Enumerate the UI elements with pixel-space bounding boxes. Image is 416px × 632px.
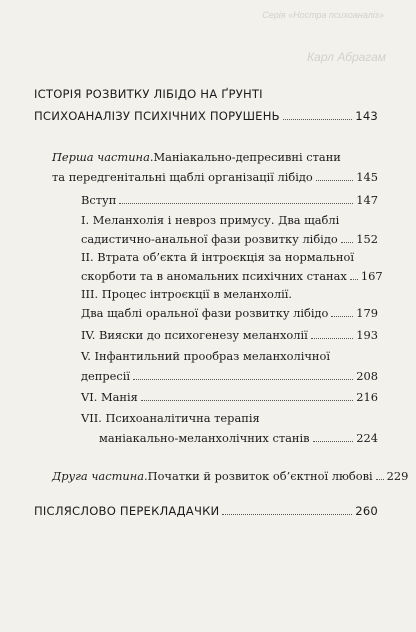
dot-leader xyxy=(222,513,352,515)
part-label: Перша частина. xyxy=(52,150,154,164)
dot-leader xyxy=(376,478,384,480)
toc-text: III. Процес інтроєкції в меланхолії. xyxy=(81,287,292,301)
toc-text: Початки й розвиток об’єктної любові xyxy=(147,469,373,483)
toc-page-number: 152 xyxy=(356,232,378,246)
toc-text: IV. Вияски до психогенезу меланхолії xyxy=(81,328,308,342)
toc-page-number: 208 xyxy=(356,369,378,383)
toc-text: V. Інфантильний прообраз меланхолічної xyxy=(81,349,330,363)
toc-text: садистично-анальної фази розвитку лібідо xyxy=(81,232,338,246)
toc-page-number: 147 xyxy=(356,193,378,207)
dot-leader xyxy=(283,118,353,120)
toc-text: Два щаблі оральної фази розвитку лібідо xyxy=(81,306,329,320)
dot-leader xyxy=(313,440,354,442)
dot-leader xyxy=(133,378,353,380)
dot-leader xyxy=(119,202,353,204)
toc-text: Вступ xyxy=(81,193,117,207)
toc-page-number: 145 xyxy=(356,170,378,184)
toc-text: депресії xyxy=(81,369,131,383)
toc-text: ПІСЛЯСЛОВО ПЕРЕКЛАДАЧКИ xyxy=(34,504,220,518)
bleed-through-author: Карл Абрагам xyxy=(307,50,386,64)
toc-page-number: 179 xyxy=(356,306,378,320)
part-label: Друга частина. xyxy=(52,469,148,483)
dot-leader xyxy=(331,315,353,317)
toc-page-number: 143 xyxy=(355,109,378,123)
toc-text: II. Втрата об’єкта й інтроєкція за нормальної xyxy=(81,250,354,264)
toc-text: та передгенітальні щаблі організації лібідо xyxy=(52,170,313,184)
dot-leader xyxy=(316,179,353,181)
dot-leader xyxy=(141,399,353,401)
toc-text: скорботи та в аномальних психічних станах xyxy=(81,269,347,283)
dot-leader xyxy=(341,241,354,243)
bleed-through-series: Серія «Ностра психоаналіз» xyxy=(262,10,384,20)
toc-page-number: 260 xyxy=(355,504,378,518)
dot-leader xyxy=(350,278,358,280)
toc-page-number: 167 xyxy=(360,269,383,283)
toc-text: ПСИХОАНАЛІЗУ ПСИХІЧНИХ ПОРУШЕНЬ xyxy=(34,109,280,123)
toc-text: Маніакально-депресивні стани xyxy=(153,150,341,164)
toc-page-number: 229 xyxy=(386,469,409,483)
toc-text: VI. Манія xyxy=(81,390,138,404)
toc-page-number: 224 xyxy=(356,431,378,445)
toc-page-number: 193 xyxy=(356,328,378,342)
toc-page-number: 216 xyxy=(356,390,378,404)
toc-text: ІСТОРІЯ РОЗВИТКУ ЛІБІДО НА ҐРУНТІ xyxy=(34,87,263,101)
toc-text: VII. Психоаналітична терапія xyxy=(81,411,260,425)
toc-text: I. Меланхолія і невроз примусу. Два щаблі xyxy=(81,213,340,227)
toc-text: маніакально-меланхолічних станів xyxy=(99,431,310,445)
dot-leader xyxy=(311,337,353,339)
